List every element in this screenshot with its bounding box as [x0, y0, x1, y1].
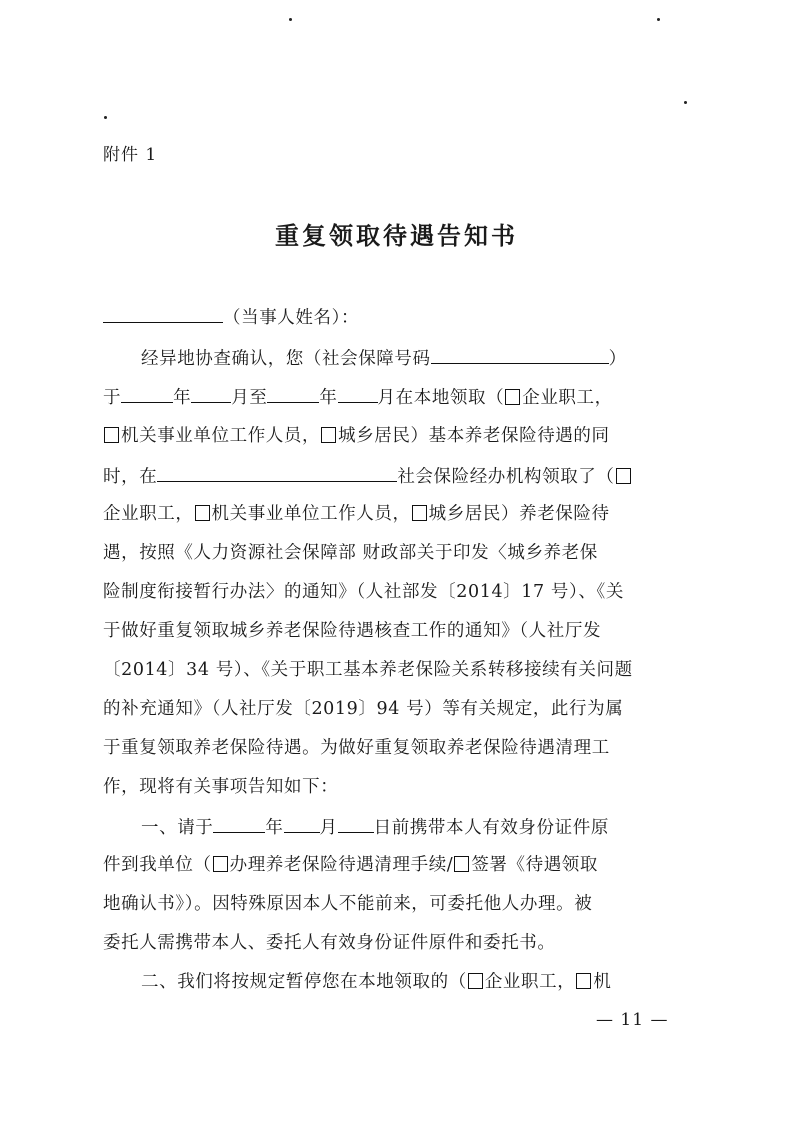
para1-line-3: 机关事业单位工作人员， 城乡居民）基本养老保险待遇的同	[103, 424, 683, 448]
checkbox-urban-rural-resident-2[interactable]	[412, 505, 427, 521]
start-month-blank[interactable]	[191, 384, 231, 403]
para1-line-1: 经异地协查确认，您（社会保障号码 ）	[103, 345, 683, 371]
checkbox-process-clearance[interactable]	[213, 856, 228, 872]
scan-speck	[104, 116, 107, 119]
agency-name-blank[interactable]	[157, 463, 397, 482]
end-year-blank[interactable]	[267, 384, 319, 403]
item1-line-2: 件到我单位（ 办理养老保险待遇清理手续/ 签署《待遇领取	[103, 855, 599, 875]
item1-line-3: 地确认书》）。因特殊原因本人不能前来，可委托他人办理。被	[103, 894, 593, 914]
salutation-suffix: （当事人姓名）：	[223, 308, 360, 328]
scan-speck	[657, 18, 660, 21]
name-blank[interactable]	[103, 304, 223, 323]
appointment-year-blank[interactable]	[213, 814, 265, 833]
para1-line-12: 作，现将有关事项告知如下：	[103, 777, 339, 797]
para1-line-10: 的补充通知》（人社厅发〔2019〕94 号）等有关规定，此行为属	[103, 699, 624, 719]
item1-line-4: 委托人需携带本人、委托人有效身份证件原件和委托书。	[103, 933, 556, 953]
checkbox-urban-rural-resident[interactable]	[321, 427, 336, 443]
checkbox-enterprise-employee-3[interactable]	[468, 973, 483, 989]
para1-line-9: 〔2014〕34 号）、《关于职工基本养老保险关系转移接续有关问题	[103, 660, 633, 680]
checkbox-enterprise-employee-2[interactable]	[616, 468, 631, 484]
scan-speck	[289, 18, 292, 21]
para1-line-11: 于重复领取养老保险待遇。为做好重复领取养老保险待遇清理工	[103, 738, 610, 758]
appointment-day-blank[interactable]	[338, 814, 374, 833]
para1-line-8: 于做好重复领取城乡养老保险待遇核查工作的通知》（人社厅发	[103, 621, 602, 641]
para1-line-6: 遇，按照《人力资源社会保障部 财政部关于印发〈城乡养老保	[103, 543, 598, 563]
para1-line-5: 企业职工， 机关事业单位工作人员， 城乡居民）养老保险待	[103, 504, 610, 524]
scan-speck	[684, 101, 687, 104]
salutation-line	[103, 304, 683, 330]
checkbox-enterprise-employee[interactable]	[505, 389, 520, 405]
start-year-blank[interactable]	[121, 384, 173, 403]
item2-line-1: 二、我们将按规定暂停您在本地领取的（ 企业职工， 机	[141, 972, 612, 992]
document-title: 重复领取待遇告知书	[275, 221, 518, 250]
para1-line-2: 于 年 月至 年 月在本地领取（ 企业职工，	[103, 384, 683, 410]
para1-line-7: 险制度衔接暂行办法〉的通知》（人社部发〔2014〕17 号）、《关	[103, 582, 624, 602]
appointment-month-blank[interactable]	[284, 814, 320, 833]
checkbox-government-staff[interactable]	[104, 427, 119, 443]
end-month-blank[interactable]	[338, 384, 378, 403]
para1-line-4: 时，在 社会保险经办机构领取了（	[103, 463, 683, 489]
attachment-label: 附件 1	[103, 145, 158, 165]
item1-line-1: 一、请于 年 月 日前携带本人有效身份证件原	[103, 814, 683, 840]
checkbox-government-staff-2[interactable]	[195, 505, 210, 521]
page-number: — 11 —	[596, 1010, 669, 1030]
checkbox-government-staff-3[interactable]	[576, 973, 591, 989]
checkbox-sign-confirmation[interactable]	[454, 856, 469, 872]
social-security-number-blank[interactable]	[431, 345, 609, 364]
